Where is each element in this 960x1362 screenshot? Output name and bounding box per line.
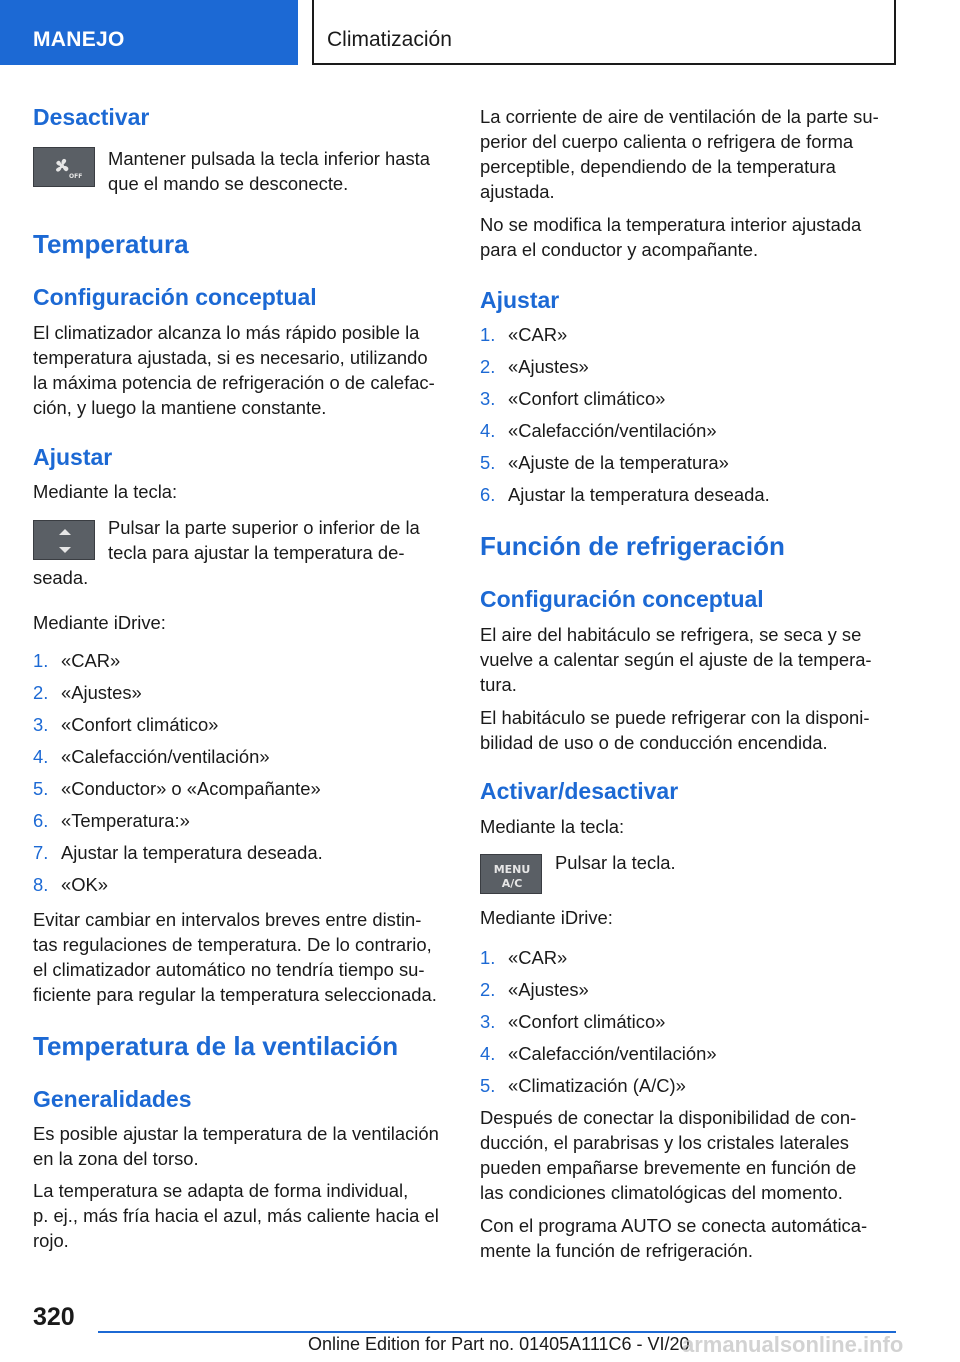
step-text: Ajustar la temperatura deseada.: [508, 484, 770, 505]
step-number: 6.: [33, 810, 49, 831]
step-text: «OK»: [61, 874, 109, 895]
step-text: «Ajustes»: [508, 979, 589, 1000]
step-number: 2.: [480, 979, 496, 1000]
step-text: «Ajustes»: [61, 682, 142, 703]
step-number: 8.: [33, 874, 49, 895]
ventilacion-intro: [480, 104, 900, 204]
desactivar-line-1: Mantener pulsada la tecla inferior hasta: [108, 148, 431, 169]
list-item: [480, 1073, 900, 1105]
text-line: la máxima potencia de refrigeración o de calefac-: [33, 372, 435, 393]
text-line: temperatura ajustada, si es necesario, utilizando: [33, 347, 428, 368]
step-number: 3.: [33, 714, 49, 735]
chapter-tab: [312, 0, 896, 65]
text-line: El habitáculo se puede refrigerar con la disponi-: [480, 707, 870, 728]
text-line: rojo.: [33, 1230, 69, 1251]
step-number: 1.: [33, 650, 49, 671]
text-line: El aire del habitáculo se refrigera, se seca y se: [480, 624, 862, 645]
ventilacion-heading: Temperatura de la ventilación: [33, 1031, 399, 1061]
text-line: ajustada.: [480, 181, 555, 202]
section-tab: [0, 0, 298, 65]
list-item: [480, 482, 900, 514]
section-title: MANEJO: [33, 28, 125, 51]
refrig-mediante-tecla-label: Mediante la tecla:: [480, 816, 625, 837]
text-line: No se modifica la temperatura interior ajustada: [480, 214, 862, 235]
step-number: 5.: [480, 1075, 496, 1096]
step-text: Ajustar la temperatura deseada.: [61, 842, 323, 863]
list-item: [33, 648, 451, 680]
step-text: «Calefacción/ventilación»: [508, 1043, 717, 1064]
step-number: 4.: [480, 420, 496, 441]
watermark: armanualsonline.info: [682, 1332, 904, 1357]
list-item: [480, 977, 900, 1009]
fan-off-icon: [33, 147, 95, 187]
list-item: [480, 322, 900, 354]
step-text: «Conductor» o «Acompañante»: [61, 778, 321, 799]
text-line: El climatizador alcanza lo más rápido posible la: [33, 322, 420, 343]
step-text: «Ajustes»: [508, 356, 589, 377]
desactivar-line-2: que el mando se desconecte.: [108, 173, 349, 194]
text-line: tas regulaciones de temperatura. De lo contrario,: [33, 934, 432, 955]
list-item: [480, 418, 900, 450]
list-item: [33, 808, 451, 840]
step-number: 4.: [33, 746, 49, 767]
list-item: [480, 450, 900, 482]
text-line: Con el programa AUTO se conecta automática-: [480, 1215, 868, 1236]
adapta-text: [33, 1178, 451, 1253]
text-line: Después de conectar la disponibilidad de con-: [480, 1107, 857, 1128]
text-line: ducción, el parabrisas y los cristales laterales: [480, 1132, 849, 1153]
list-item: [33, 680, 451, 712]
step-text: «Climatización (A/C)»: [508, 1075, 686, 1096]
refrigeracion-concept-text: [480, 622, 900, 697]
ventilacion-ajustar-heading: Ajustar: [480, 287, 560, 313]
temperatura-note: [33, 907, 451, 1007]
step-number: 3.: [480, 388, 496, 409]
text-line: La temperatura se adapta de forma individual,: [33, 1180, 409, 1201]
refrigeracion-heading: Función de refrigeración: [480, 531, 785, 561]
text-line: La corriente de aire de ventilación de la parte su-: [480, 106, 879, 127]
temperatura-concept-text: [33, 320, 451, 420]
list-item: [480, 386, 900, 418]
step-number: 5.: [480, 452, 496, 473]
temp-key-line-1: Pulsar la parte superior o inferior de la: [108, 517, 420, 538]
list-item: [33, 776, 451, 808]
desactivar-key-row: [33, 146, 451, 192]
step-text: «Ajuste de la temperatura»: [508, 452, 729, 473]
temp-key-line-3: seada.: [33, 567, 89, 588]
text-line: tura.: [480, 674, 517, 695]
refrigeracion-steps: [480, 945, 900, 1105]
desactivar-heading: Desactivar: [33, 104, 150, 130]
step-text: «Calefacción/ventilación»: [508, 420, 717, 441]
list-item: [480, 354, 900, 386]
refrig-mediante-idrive-label: Mediante iDrive:: [480, 907, 613, 928]
text-line: las condiciones climatológicas del momento.: [480, 1182, 843, 1203]
text-line: perior del cuerpo calienta o refrigera de forma: [480, 131, 854, 152]
step-number: 1.: [480, 947, 496, 968]
step-number: 2.: [33, 682, 49, 703]
page-number: 320: [33, 1303, 75, 1331]
text-line: en la zona del torso.: [33, 1148, 199, 1169]
ventilacion-intro-2: [480, 212, 900, 262]
list-item: [480, 1041, 900, 1073]
step-text: «Calefacción/ventilación»: [61, 746, 270, 767]
step-number: 6.: [480, 484, 496, 505]
mediante-tecla-label: Mediante la tecla:: [33, 481, 178, 502]
step-number: 3.: [480, 1011, 496, 1032]
step-text: «CAR»: [61, 650, 121, 671]
menu-ac-key-text: Pulsar la tecla.: [555, 852, 676, 873]
refrig-after-text: [480, 1105, 900, 1205]
list-item: [33, 872, 451, 904]
mediante-idrive-label: Mediante iDrive:: [33, 612, 166, 633]
step-number: 2.: [480, 356, 496, 377]
text-line: perceptible, dependiendo de la temperatura: [480, 156, 836, 177]
ventilacion-steps: [480, 322, 900, 514]
step-number: 1.: [480, 324, 496, 345]
generalidades-text: [33, 1121, 451, 1171]
menu-ac-key-row: [480, 850, 900, 896]
step-text: «Temperatura:»: [61, 810, 190, 831]
text-line: pueden empañarse brevemente en función de: [480, 1157, 857, 1178]
temp-key-line-2: tecla para ajustar la temperatura de-: [108, 542, 405, 563]
step-number: 7.: [33, 842, 49, 863]
text-line: ficiente para regular la temperatura seleccionada.: [33, 984, 437, 1005]
up-down-arrow-icon: [33, 520, 95, 560]
step-number: 5.: [33, 778, 49, 799]
activar-heading: Activar/desactivar: [480, 778, 679, 804]
step-number: 4.: [480, 1043, 496, 1064]
text-line: p. ej., más fría hacia el azul, más caliente hacia el: [33, 1205, 439, 1226]
step-text: «Confort climático»: [61, 714, 219, 735]
text-line: ción, y luego la mantiene constante.: [33, 397, 327, 418]
step-text: «Confort climático»: [508, 388, 666, 409]
list-item: [33, 840, 451, 872]
chapter-title: Climatización: [327, 28, 452, 51]
list-item: [480, 945, 900, 977]
step-text: «CAR»: [508, 324, 568, 345]
temp-key-row: [33, 515, 451, 590]
edition-text: Online Edition for Part no. 01405A111C6 - VI/20: [308, 1334, 690, 1354]
generalidades-heading: Generalidades: [33, 1086, 192, 1112]
list-item: [480, 1009, 900, 1041]
text-line: mente la función de refrigeración.: [480, 1240, 753, 1261]
svg-text:OFF: OFF: [69, 173, 83, 180]
text-line: para el conductor y acompañante.: [480, 239, 759, 260]
text-line: el climatizador automático no tendría tiempo su-: [33, 959, 425, 980]
list-item: [33, 712, 451, 744]
text-line: Es posible ajustar la temperatura de la ventilación: [33, 1123, 439, 1144]
text-line: vuelve a calentar según el ajuste de la tempera-: [480, 649, 872, 670]
refrig-auto-text: [480, 1213, 900, 1263]
step-text: «CAR»: [508, 947, 568, 968]
step-text: «Confort climático»: [508, 1011, 666, 1032]
list-item: [33, 744, 451, 776]
refrigeracion-concept-heading: Configuración conceptual: [480, 586, 764, 612]
refrigeracion-concept-text-2: [480, 705, 900, 755]
temperatura-steps: [33, 648, 451, 904]
text-line: bilidad de uso o de conducción encendida.: [480, 732, 828, 753]
ajustar-heading: Ajustar: [33, 444, 113, 470]
menu-ac-label-bottom: A/C: [501, 877, 523, 890]
menu-ac-label-top: MENU: [493, 863, 531, 876]
temperatura-heading: Temperatura: [33, 229, 189, 259]
menu-ac-icon: [480, 854, 542, 894]
text-line: Evitar cambiar en intervalos breves entre distin-: [33, 909, 422, 930]
temperatura-concept-heading: Configuración conceptual: [33, 284, 317, 310]
